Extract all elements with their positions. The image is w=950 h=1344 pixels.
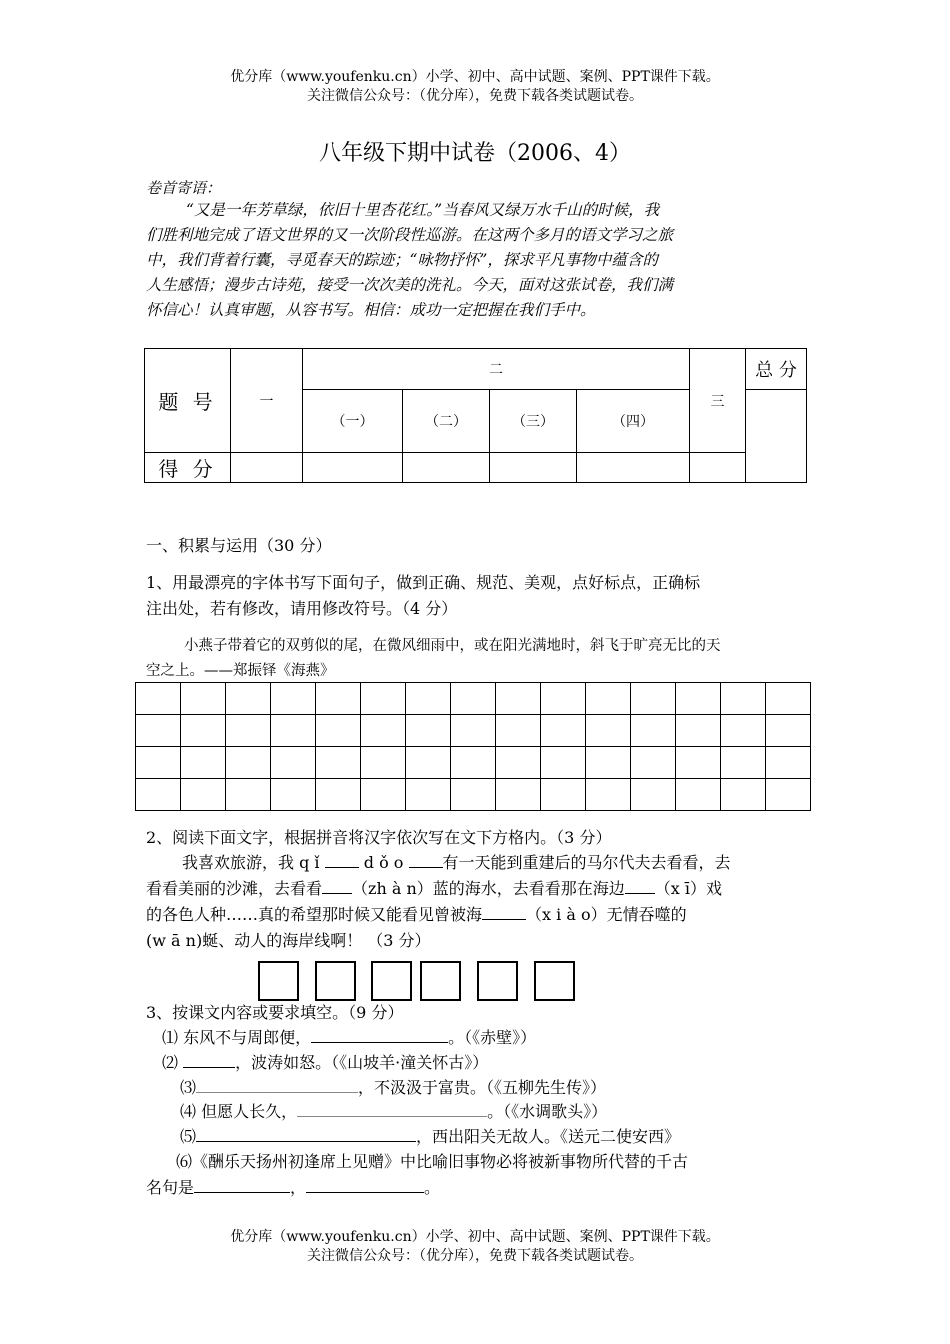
writing-grid[interactable] <box>135 682 811 811</box>
preface-label: 卷首寄语： <box>146 179 222 197</box>
q3-text: 。（《水调歌头》） <box>487 1102 608 1121</box>
score-cell[interactable] <box>690 453 746 483</box>
q3-text: ， <box>290 1178 307 1197</box>
fill-blank-1[interactable] <box>311 1025 448 1043</box>
fill-blank-6[interactable] <box>194 1175 290 1193</box>
blank-3[interactable] <box>322 876 352 894</box>
q2-text: (w ā n)蜒、动人的海岸线啊！ （3 分） <box>146 931 431 950</box>
preface-line: 们胜利地完成了语文世界的又一次阶段性巡游。在这两个多月的语文学习之旅 <box>146 226 674 244</box>
sub-col-2: （二） <box>403 390 490 453</box>
answer-box[interactable] <box>477 961 518 1001</box>
q1-instructions <box>146 570 816 622</box>
q3-text: ⑶ <box>180 1078 197 1097</box>
q3-text: ⑹《酬乐天扬州初逢席上见赠》中比喻旧事物必将被新事物所代替的千古 <box>176 1152 689 1171</box>
answer-box[interactable] <box>258 961 299 1001</box>
q3-heading: 3、按课文内容或要求填空。（9 分） <box>146 1003 404 1022</box>
q3-text: ，不汲汲于富贵。（《五柳先生传》） <box>358 1078 607 1097</box>
q2-text: 看看美丽的沙滩，去看看 <box>146 879 323 898</box>
col-one: 一 <box>231 349 303 453</box>
q3-text: ，波涛如怒。（《山坡羊·潼关怀古》） <box>235 1053 489 1072</box>
q2-text: d ǒ o <box>363 853 404 872</box>
header-line-1: 优分库（www.youfenku.cn）小学、初中、高中试题、案例、PPT课件下载。 <box>230 69 720 85</box>
col-three: 三 <box>690 349 746 453</box>
q2-text: 的各色人种……真的希望那时候又能看见曾被海 <box>146 905 483 924</box>
q2-text: 我喜欢旅游，我 q ǐ <box>182 853 320 872</box>
fill-blank-5[interactable] <box>196 1124 416 1142</box>
answer-box[interactable] <box>315 961 356 1001</box>
footer-line-2: 关注微信公众号：（优分库），免费下载各类试题试卷。 <box>307 1248 643 1264</box>
fill-blank-3[interactable] <box>196 1075 358 1093</box>
quote-line: 空之上。——郑振铎《海燕》 <box>146 663 335 679</box>
q1-line: 1、用最漂亮的字体书写下面句子，做到正确、规范、美观，点好标点，正确标 <box>146 573 701 592</box>
blank-5[interactable] <box>482 902 526 920</box>
score-label: 得 分 <box>145 453 231 483</box>
footer-line-1: 优分库（www.youfenku.cn）小学、初中、高中试题、案例、PPT课件下载。 <box>230 1229 720 1245</box>
q2-heading: 2、阅读下面文字，根据拼音将汉字依次写在文下方格内。（3 分） <box>146 828 612 847</box>
q3-item-4 <box>180 1099 607 1124</box>
sub-col-1: （一） <box>303 390 403 453</box>
blank-2[interactable] <box>409 850 443 868</box>
preface-line: “又是一年芳草绿，依旧十里杏花红。”当春风又绿万水千山的时候，我 <box>186 201 660 219</box>
q3-item-5 <box>180 1124 680 1149</box>
q3-item-3 <box>180 1075 606 1100</box>
q3-text: ，西出阳关无故人。《送元二使安西》 <box>416 1127 681 1146</box>
q3-text: ⑸ <box>180 1127 197 1146</box>
answer-box[interactable] <box>420 961 461 1001</box>
q1-line: 注出处，若有修改，请用修改符号。（4 分） <box>146 599 458 618</box>
q2-text: 有一天能到重建后的马尔代夫去看看，去 <box>442 853 731 872</box>
col-total: 总 分 <box>746 349 807 390</box>
q3-text: 。 <box>424 1178 441 1197</box>
answer-box[interactable] <box>371 961 412 1001</box>
blank-1[interactable] <box>325 850 359 868</box>
score-table <box>144 348 807 483</box>
preface-line: 中，我们背着行囊，寻觅春天的踪迹；“咏物抒怀”，探求平凡事物中蕴含的 <box>146 251 658 269</box>
q2-text: （x ī）戏 <box>654 879 723 898</box>
quote-line: 小燕子带着它的双剪似的尾，在微风细雨中，或在阳光满地时，斜飞于旷亮无比的天 <box>184 638 721 654</box>
q3-text: 名句是 <box>146 1178 195 1197</box>
preface-line: 人生感悟；漫步古诗苑，接受一次次美的洗礼。今天，面对这张试卷，我们满 <box>146 276 674 294</box>
answer-box[interactable] <box>534 961 575 1001</box>
col-two: 二 <box>303 349 690 390</box>
sub-col-3: （三） <box>490 390 577 453</box>
q3-text: ⑵ <box>162 1053 179 1072</box>
q3-item-2 <box>162 1050 488 1075</box>
q3-text: 。（《赤壁》） <box>448 1028 537 1047</box>
section-1-heading: 一、积累与运用（30 分） <box>146 536 332 555</box>
preface-text <box>146 198 806 323</box>
q3-text: ⑴ 东风不与周郎便， <box>162 1028 312 1047</box>
q1-quote <box>146 634 816 684</box>
header-line-2: 关注微信公众号：（优分库），免费下载各类试题试卷。 <box>307 88 643 104</box>
q2-text: （zh à n）蓝的海水，去看看那在海边 <box>352 879 625 898</box>
score-cell[interactable] <box>303 453 403 483</box>
score-cell[interactable] <box>490 453 577 483</box>
total-score-cell[interactable] <box>746 390 807 483</box>
question-number-label: 题 号 <box>145 349 231 453</box>
fill-blank-7[interactable] <box>306 1175 424 1193</box>
fill-blank-4[interactable] <box>297 1099 487 1117</box>
q2-passage <box>146 850 816 954</box>
blank-4[interactable] <box>625 876 655 894</box>
q3-item-6 <box>146 1149 816 1201</box>
score-cell[interactable] <box>577 453 690 483</box>
fill-blank-2[interactable] <box>183 1050 235 1068</box>
q2-text: （x i à o）无情吞噬的 <box>526 905 687 924</box>
exam-title: 八年级下期中试卷（2006、4） <box>319 141 631 166</box>
sub-col-4: （四） <box>577 390 690 453</box>
score-cell[interactable] <box>403 453 490 483</box>
preface-line: 怀信心！认真审题，从容书写。相信：成功一定把握在我们手中。 <box>146 301 596 319</box>
q3-text: ⑷ 但愿人长久， <box>180 1102 298 1121</box>
score-cell[interactable] <box>231 453 303 483</box>
q3-item-1 <box>162 1025 536 1050</box>
